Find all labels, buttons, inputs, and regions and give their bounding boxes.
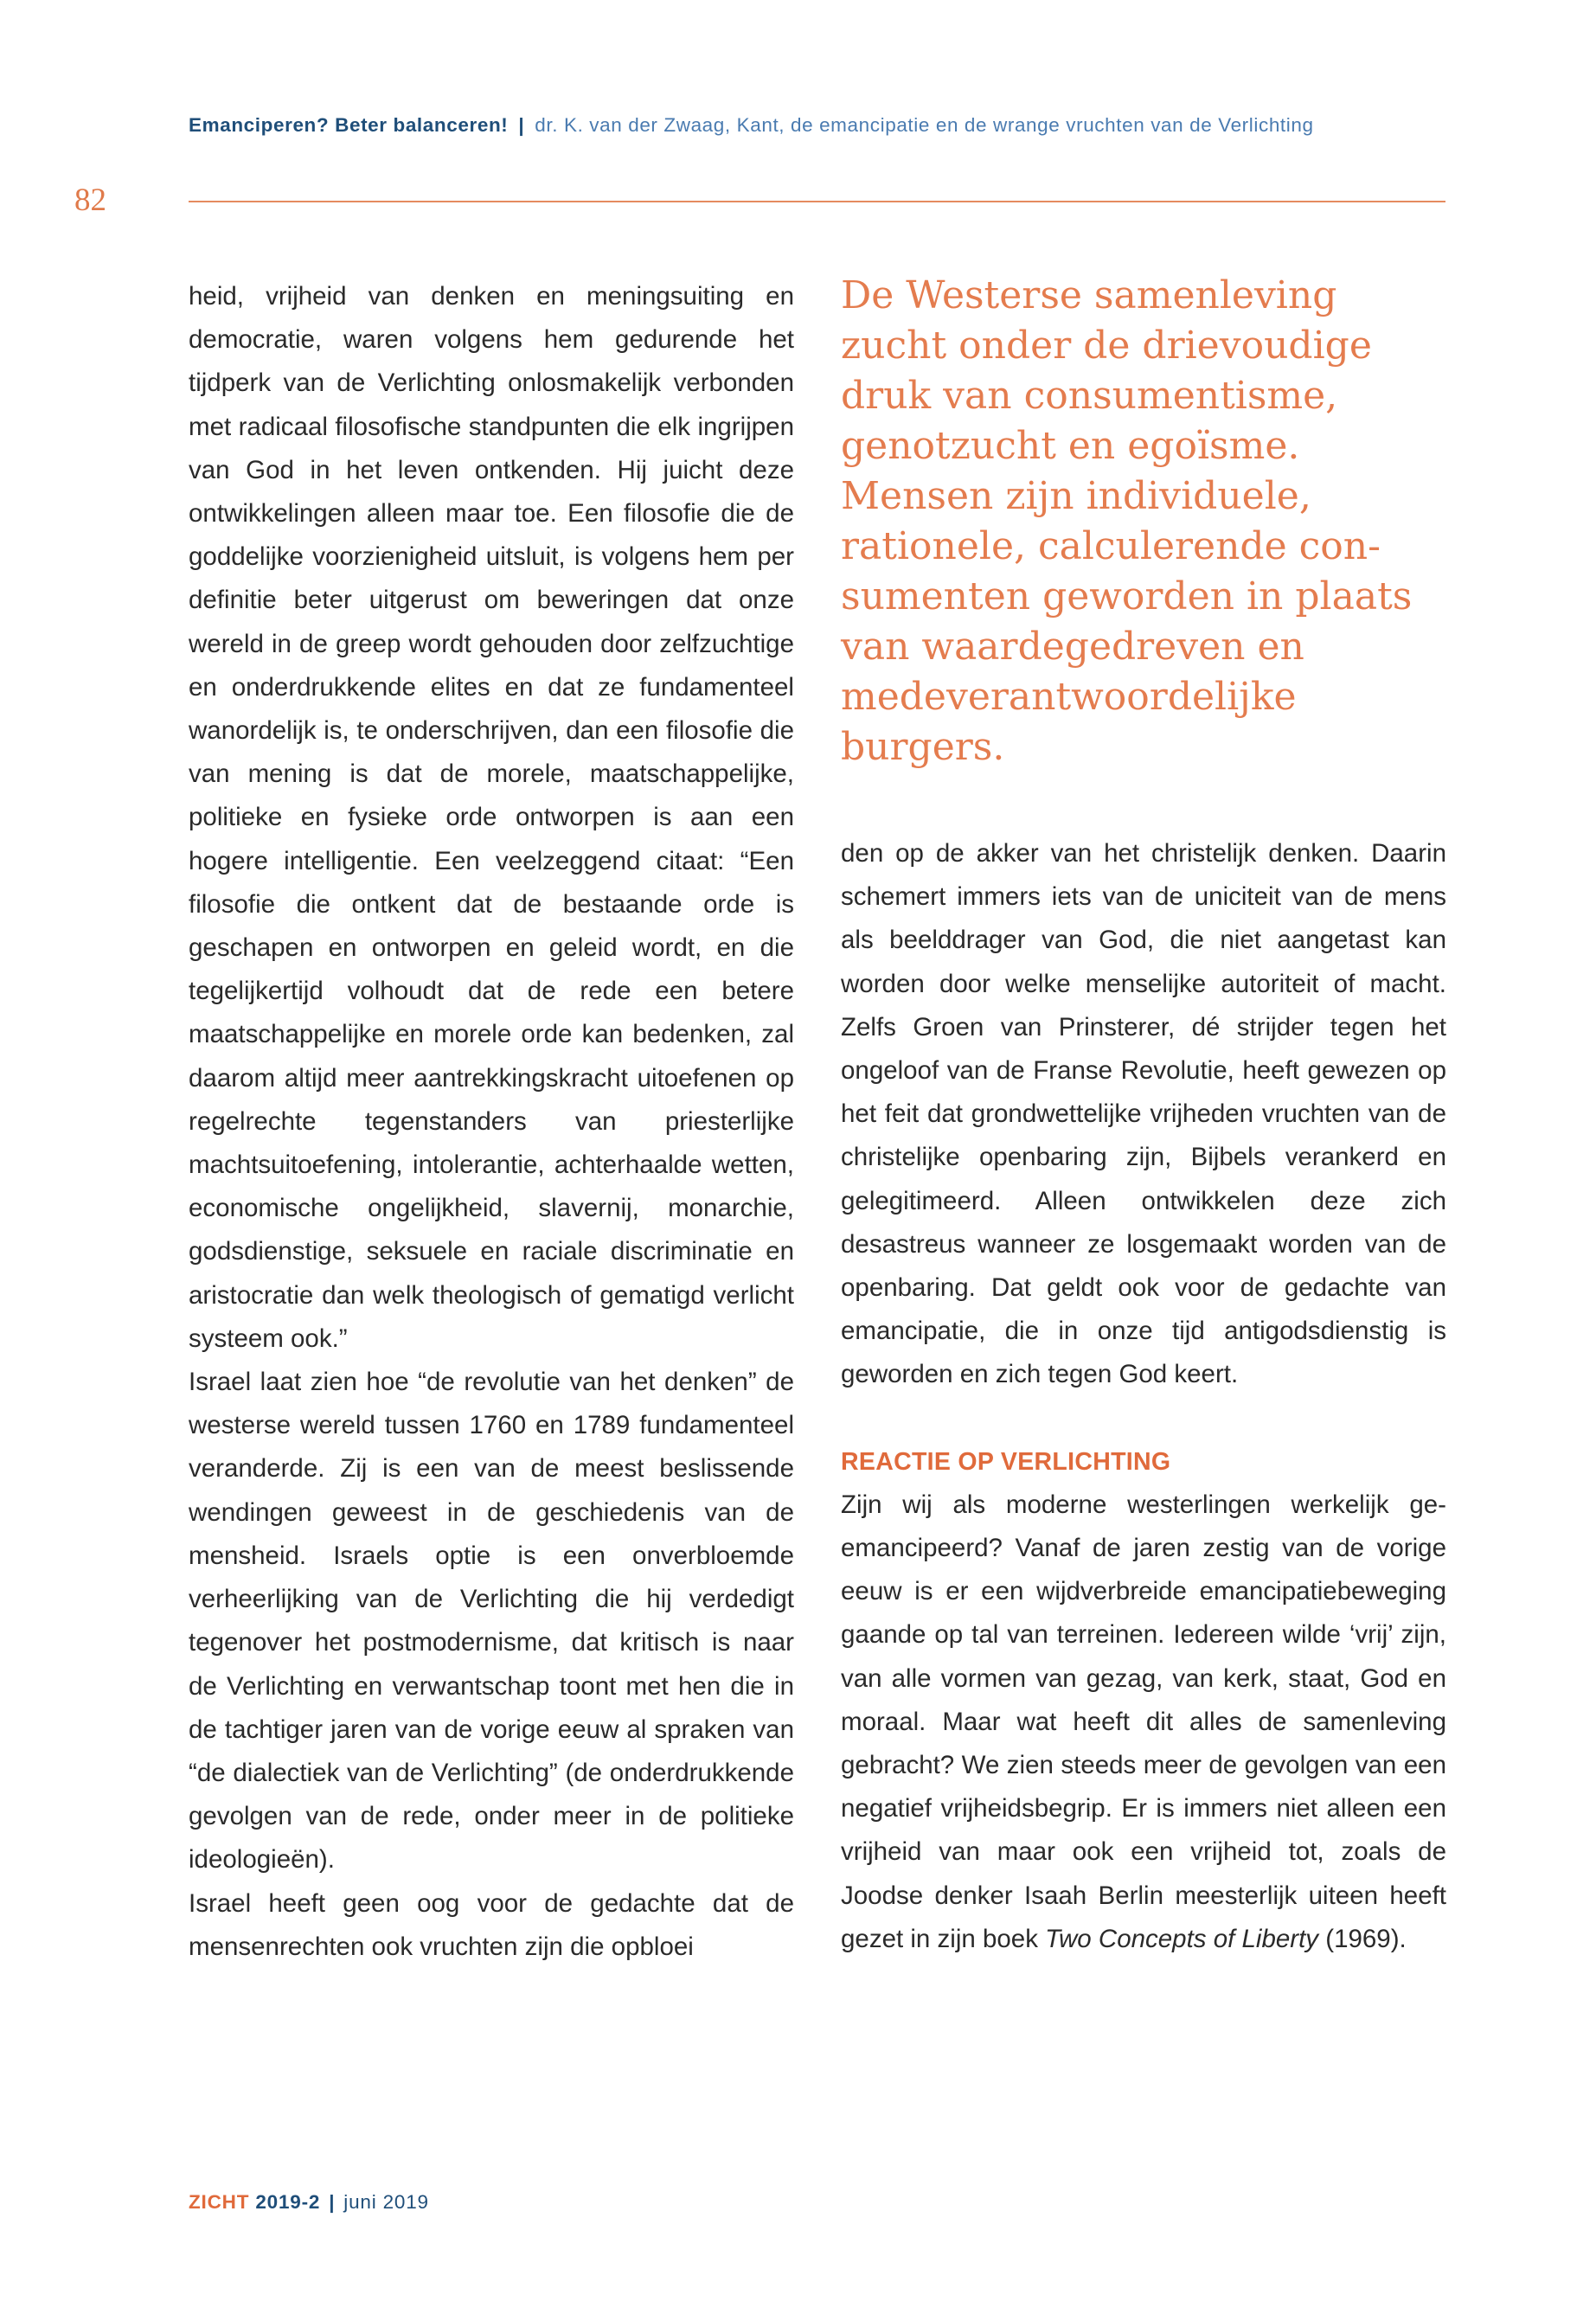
section-heading: REACTIE OP VERLICHTING <box>841 1447 1171 1476</box>
header-separator: | <box>518 114 525 136</box>
right-paragraph-1: den op de akker van het christelijk denken. Daarin schemert immers iets van de uniciteit van de mens als beelddrager van God, die niet aangetast kan worden door welke menselijke autoriteit of macht. Zelfs Groen van Prinsterer, dé strijder tegen het ongeloof van de Franse Revolutie, heeft gewezen op het feit dat grondwettelijke vrijheden vruchten van de christelijke openbaring zijn, Bijbels verankerd en gelegitimeerd. Alleen ontwikkelen deze zich desastreus wanneer ze losgemaakt worden van de openbaring. Dat geldt ook voor de gedachte van emancipatie, die in onze tijd antigodsdienstig is geworden en zich tegen God keert. <box>841 839 1446 1389</box>
left-paragraph-2: Israel laat zien hoe “de revolutie van het denken” de westerse wereld tussen 1760 en 1789 fundamenteel veranderde. Zij is een van de meest beslissende wendingen geweest in de geschiedenis van de mensheid. Israels optie is een onverbloemde verheerlijking van de Verlichting die hij verdedigt tegenover het postmodernisme, dat kritisch is naar de Verlichting en verwantschap toont met hen die in de tachtiger jaren van de vorige eeuw al spraken van “de dialectiek van de Verlichting” (de onderdrukkende gevolgen van de rede, onder meer in de politieke ideologieën). <box>189 1368 794 1875</box>
header-rule <box>189 201 1445 202</box>
right-paragraph-2-end: (1969). <box>1318 1924 1407 1953</box>
footer-issue: 2019-2 <box>255 2191 321 2213</box>
right-paragraph-2-text: Zijn wij als moderne westerlingen werkelijk geemancipeerd? Vanaf de jaren zestig van de vorige eeuw is er een wijdverbreide emancipatiebeweging gaande op tal van terreinen. Iedereen wilde ‘vrij’ zijn, van alle vormen van gezag, van kerk, staat, God en moraal. Maar wat heeft dit alles de samenleving gebracht? We zien steeds meer de gevolgen van een negatief vrijheidsbegrip. Er is immers niet alleen een vrijheid van maar ook een vrijheid tot, zoals de Joodse denker Isaah Berlin meesterlijk uiteen heeft gezet in zijn boek <box>841 1490 1446 1953</box>
header-series-title: Emanciperen? Beter balanceren! <box>189 114 509 136</box>
pull-quote: De Westerse samenleving zucht onder de drievoudige druk van consumentisme, genotzucht en egoïsme. Mensen zijn individuele, rationele, calculerende consumenten geworden in plaats van waardegedreven en medeverantwoordelijke burgers. <box>841 273 1413 769</box>
left-paragraph-1: heid, vrijheid van denken en meningsuiting en democratie, waren volgens hem gedurende het tijdperk van de Verlichting onlosmakelijk verbonden met radicaal filosofische standpunten die elk ingrijpen van God in het leven ontkenden. Hij juicht deze ontwikkelingen alleen maar toe. Een filosofie die de goddelijke voorzienigheid uitsluit, is volgens hem per definitie beter uitgerust om beweringen dat onze wereld in de greep wordt gehouden door zelfzuchtige en onderdrukkende elites en dat ze fundamenteel wanordelijk is, te onderschrijven, dan een filosofie die van mening is dat de morele, maatschappelijke, politieke en fysieke orde ontworpen is aan een hogere intelligentie. Een veelzeggend citaat: “Een filosofie die ontkent dat de bestaande orde is geschapen en ontworpen en geleid wordt, en die tegelijkertijd volhoudt dat de rede een betere maatschappelijke en morele orde kan bedenken, zal daarom altijd meer aantrekkingskracht uitoefenen op regelrechte tegenstanders van priesterlijke machtsuitoefening, intolerantie, achterhaalde wetten, economische ongelijkheid, slavernij, monarchie, godsdienstige, seksuele en raciale discriminatie en aristocratie dan welk theologisch of gematigd verlicht systeem ook.” <box>189 282 794 1353</box>
header-author-title: dr. K. van der Zwaag, Kant, de emancipatie en de wrange vruchten van de Verlichting <box>535 114 1314 136</box>
right-column <box>841 832 1446 1961</box>
running-header <box>189 114 1452 137</box>
left-column <box>189 275 794 1969</box>
left-paragraph-3: Israel heeft geen oog voor de gedachte dat de mensenrechten ook vruchten zijn die opbloei <box>189 1888 794 1961</box>
right-paragraph-2 <box>841 1484 1446 1961</box>
book-title: Two Concepts of Liberty <box>1045 1924 1319 1953</box>
footer-separator: | <box>329 2191 336 2213</box>
footer-date: juni 2019 <box>343 2191 429 2213</box>
footer-magazine: ZICHT <box>189 2191 250 2213</box>
section-spacer <box>841 1397 1446 1440</box>
footer <box>189 2191 429 2214</box>
page-number: 82 <box>74 183 106 218</box>
